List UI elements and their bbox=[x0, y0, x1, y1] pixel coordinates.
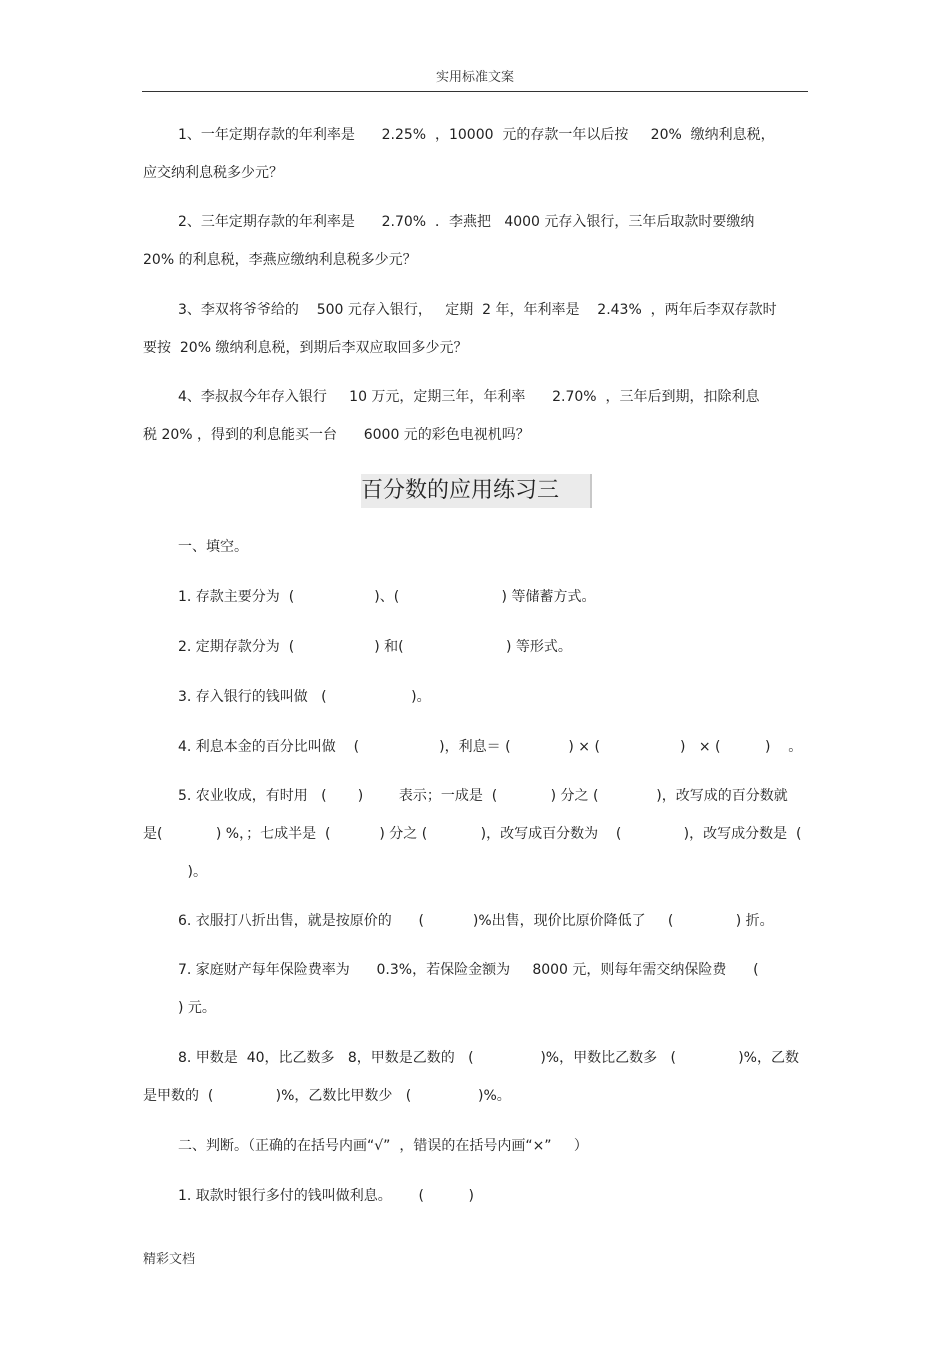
fill-item-5-line-2: 是( ) %，；七成半是 ( ) 分之 ( )，改写成百分数为 ( )，改写成分数是 ( bbox=[143, 826, 802, 842]
problem-1-line-1: 1、一年定期存款的年利率是 2.25% ，10000 元的存款一年以后按 20% 缴纳利息税， bbox=[178, 127, 775, 143]
fill-item-8-line-1: 8. 甲数是 40，比乙数多 8，甲数是乙数的 ( )%，甲数比乙数多 ( )%，乙数 bbox=[178, 1050, 799, 1066]
fill-item-5-line-3: )。 bbox=[143, 864, 207, 880]
header-rule bbox=[142, 91, 808, 92]
problem-2-line-2: 20% 的利息税，李燕应缴纳利息税多少元？ bbox=[143, 252, 417, 268]
problem-2-line-1: 2、三年定期存款的年利率是 2.70% ．李燕把 4000 元存入银行，三年后取款时要缴纳 bbox=[178, 214, 755, 230]
problem-3-line-2: 要按 20% 缴纳利息税，到期后李双应取回多少元？ bbox=[143, 340, 468, 356]
header-title: 实用标准文案 bbox=[435, 70, 514, 85]
problem-1-line-2: 应交纳利息税多少元？ bbox=[143, 165, 283, 181]
page-footer: 精彩文档 bbox=[143, 1252, 196, 1267]
problem-4-line-2: 税 20% ，得到的利息能买一台 6000 元的彩色电视机吗？ bbox=[143, 427, 530, 443]
judge-item-1: 1. 取款时银行多付的钱叫做利息。 ( ) bbox=[178, 1188, 474, 1204]
fill-item-7-line-2: ) 元。 bbox=[178, 1000, 216, 1016]
fill-item-4: 4. 利息本金的百分比叫做 ( )，利息＝ ( ) × ( ) × ( ) 。 bbox=[178, 739, 803, 755]
fill-item-3: 3. 存入银行的钱叫做 ( )。 bbox=[178, 689, 431, 705]
exercise-title: 百分数的应用练习三 bbox=[361, 478, 560, 503]
fill-item-1: 1. 存款主要分为 ( )、( ) 等储蓄方式。 bbox=[178, 589, 596, 605]
fill-item-8-line-2: 是甲数的 ( )%，乙数比甲数少 ( )%。 bbox=[143, 1088, 511, 1104]
fill-item-2: 2. 定期存款分为 ( ) 和( ) 等形式。 bbox=[178, 639, 572, 655]
section-1-heading: 一、填空。 bbox=[178, 539, 248, 555]
problem-4-line-1: 4、李叔叔今年存入银行 10 万元，定期三年，年利率 2.70% ，三年后到期，扣除利息 bbox=[178, 389, 760, 405]
section-2-heading: 二、判断。（正确的在括号内画“√” ，错误的在括号内画“×” ） bbox=[178, 1138, 588, 1154]
fill-item-5-line-1: 5. 农业收成，有时用 ( ) 表示；一成是 ( ) 分之 ( )，改写成的百分数就 bbox=[178, 788, 788, 804]
fill-item-6: 6. 衣服打八折出售，就是按原价的 ( )%出售，现价比原价降低了 ( ) 折。 bbox=[178, 913, 774, 929]
fill-item-7-line-1: 7. 家庭财产每年保险费率为 0.3%，若保险金额为 8000 元，则每年需交纳保险费 ( bbox=[178, 962, 759, 978]
problem-3-line-1: 3、李双将爷爷给的 500 元存入银行， 定期 2 年，年利率是 2.43% ，两年后李双存款时 bbox=[178, 302, 777, 318]
